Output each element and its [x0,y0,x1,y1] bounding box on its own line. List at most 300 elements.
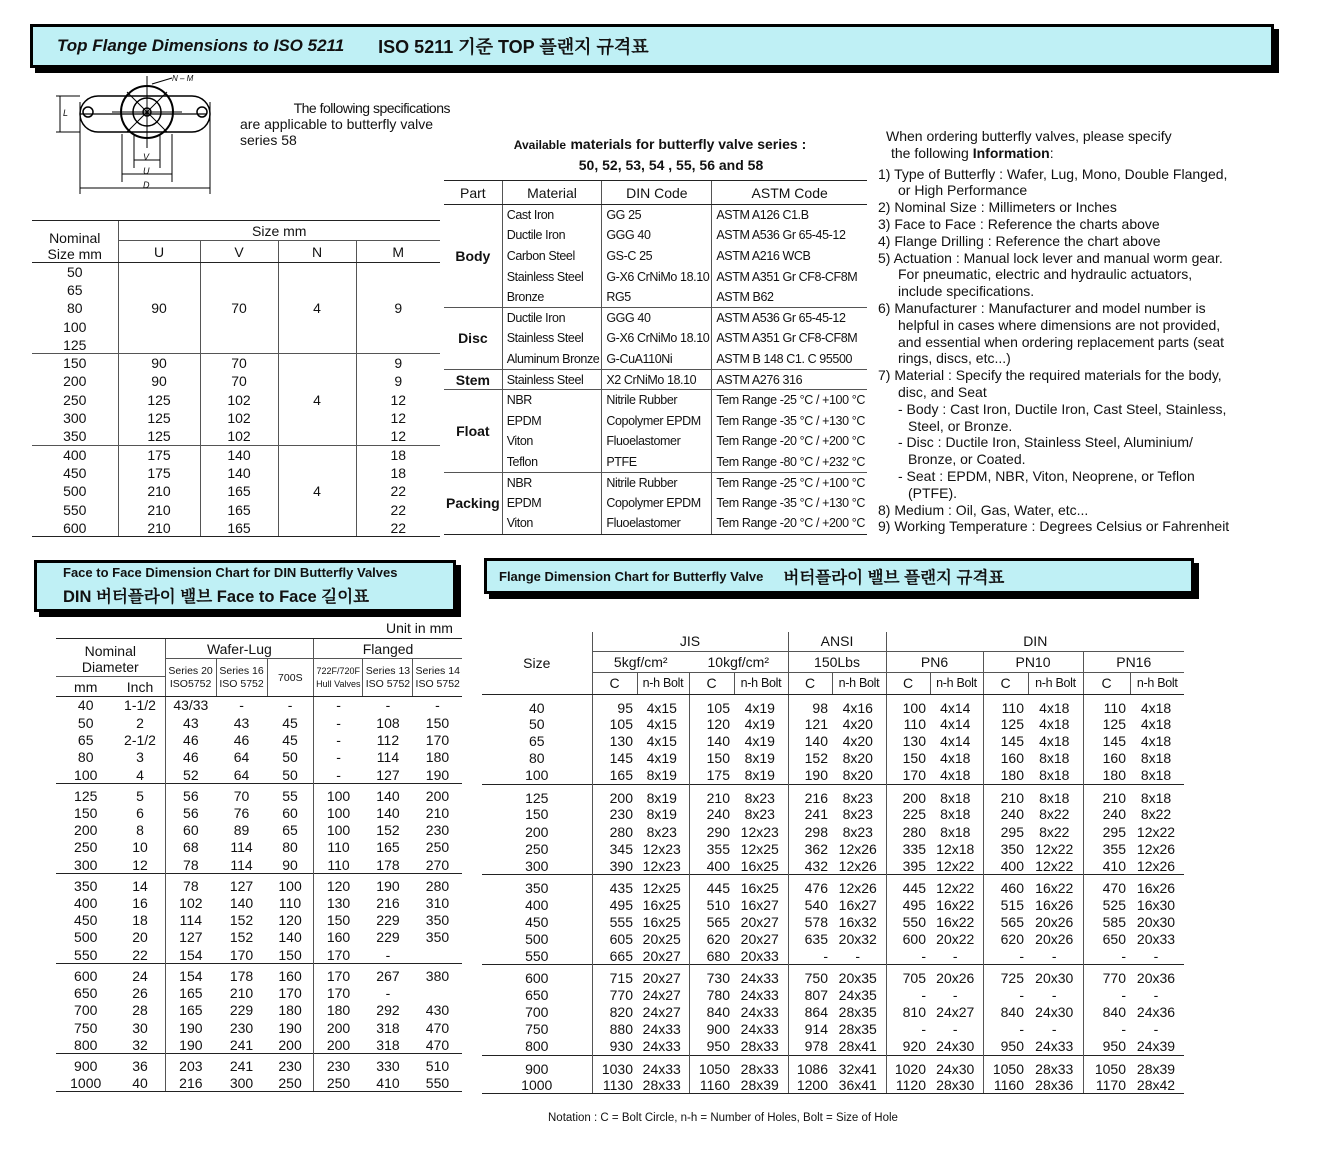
flange-cell: 20x25 [642,930,681,947]
material-name: Stainless Steel [502,328,602,349]
iso-m: 12 [356,427,440,445]
flange-cell: 125 [983,716,1028,733]
flange-cell: 1030 [592,1055,637,1077]
f2f-cell: 64 [233,749,250,766]
flange-cell: 450 [525,913,549,930]
flange-row [482,733,1184,750]
flange-cell: 12x23 [642,857,681,874]
iso-v: 165 [200,500,278,518]
flange-cell: 12x23 [642,840,681,857]
material-row [444,225,867,246]
material-astm: ASTM A276 316 [712,369,867,390]
flange-cell: 12x22 [1035,840,1074,857]
flange-cell: 355 [689,840,734,857]
iso-size: 400 [32,445,118,463]
f2f-sub-0b: ISO5752 [169,677,212,690]
f2f-cell: 170 [314,946,363,963]
f2f-cell: 4 [136,766,144,783]
material-row [444,307,867,328]
f2f-row [56,929,462,946]
f2f-sub-3a: 722F/720F [316,665,361,676]
iso-size: 150 [32,354,118,372]
flange-row [482,930,1184,947]
f2f-cell: 43/33 [165,697,216,714]
flange-cell: 4x16 [842,699,873,716]
material-din: Copolymer EPDM [602,493,712,514]
f2f-sub-0a: Series 20 [168,664,213,677]
iso-u: 125 [118,409,200,427]
f2f-cell: 180 [278,1002,302,1019]
f2f-cell: 1-1/2 [124,697,156,714]
flange-cell: 460 [983,875,1028,897]
flange-row [482,986,1184,1003]
flange-cell: 600 [886,930,930,947]
f2f-sub-1a: Series 16 [219,664,264,677]
flange-cell: 8x23 [734,784,788,806]
f2f-cell: 300 [74,856,98,873]
material-astm: ASTM A351 Gr CF8-CF8M [712,328,867,349]
materials-heading-main: materials for butterfly valve series : [570,136,807,152]
flange-cell: 8x18 [1130,784,1184,806]
material-din: GG 25 [602,205,712,226]
flange-cell: 750 [788,965,832,987]
order-line: Bronze, or Coated. [908,451,1026,468]
material-name: EPDM [502,493,602,514]
material-astm: ASTM A536 Gr 65-45-12 [712,307,867,328]
f2f-cell: 90 [282,856,298,873]
f2f-cell: 250 [425,839,450,856]
flange-cell: 355 [1083,840,1130,857]
material-name: Ductile Iron [502,307,602,328]
material-row [444,246,867,267]
fl-h-nh: n-h Bolt [832,672,886,694]
f2f-cell: 900 [56,1054,115,1075]
flange-cell: 295 [1083,823,1130,840]
flange-cell: 98 [788,694,832,716]
flange-cell: 730 [689,965,734,987]
f2f-cell: 50 [282,749,298,766]
f2f-cell: 100 [314,783,363,804]
flange-cell: 16x25 [734,875,788,897]
flange-cell: 335 [886,840,930,857]
flange-cell: 12x22 [930,875,983,897]
fl-h-c: C [689,672,734,694]
f2f-cell: 36 [115,1054,165,1075]
f2f-cell: 190 [278,1019,302,1036]
f2f-row [56,894,462,911]
flange-cell: - [1153,1021,1159,1038]
flange-cell: 20x36 [1130,965,1184,987]
flange-cell: 16x27 [838,896,877,913]
f2f-cell: 152 [376,822,400,839]
flange-row [482,875,1184,897]
f2f-cell: 650 [74,984,98,1001]
f2f-sub-4a: Series 13 [365,664,411,677]
flange-cell: 605 [592,930,637,947]
iso-col-u: U [118,241,200,263]
flange-cell: - [983,1021,1028,1038]
iso-u: 210 [118,519,200,537]
f2f-cell: 32 [132,1036,148,1053]
flange-row [482,1021,1184,1038]
flange-cell: 20x33 [1136,930,1176,947]
flange-cell: 24x33 [740,1021,779,1038]
f2f-sub-2: 700S [267,659,314,697]
flange-cell: 165 [592,767,637,784]
flange-cell: 240 [689,806,734,823]
f2f-cell: 165 [165,1001,216,1018]
flange-cell: 500 [525,930,549,947]
flange-cell: 16x25 [642,896,681,913]
iso-row [32,372,440,390]
f2f-cell: 229 [229,1002,254,1019]
flange-cell: 470 [1083,875,1130,897]
f2f-cell: 6 [136,804,144,821]
material-astm: Tem Range -80 °C / +232 °C [712,452,867,473]
materials-heading-series: 50, 52, 53, 54 , 55, 56 and 58 [578,157,764,173]
flange-table [482,632,1184,1094]
order-line: 3) Face to Face : Reference the charts above [878,215,1160,232]
iso-m: 12 [356,391,440,409]
f2f-cell: 280 [413,874,462,895]
flange-cell: 620 [689,930,734,947]
iso-size: 65 [66,281,83,298]
flange-cell: 12x22 [1035,857,1074,874]
f2f-cell: 500 [74,929,98,946]
fl-h-pn16: PN16 [1083,651,1184,672]
flange-cell: 28x33 [734,1055,788,1077]
f2f-cell: 150 [425,714,450,731]
f2f-row [56,911,462,928]
f2f-cell: 30 [132,1019,148,1036]
f2f-cell: 80 [77,749,94,766]
material-row [444,349,867,370]
flange-cell: - [886,1021,930,1038]
material-name: Stainless Steel [502,369,602,390]
f2f-cell: 46 [165,731,216,748]
flange-cell: 780 [689,986,734,1003]
flange-cell: 280 [886,823,930,840]
flange-cell: 20x30 [1136,913,1176,930]
f2f-cell: 200 [314,1019,363,1036]
fl-h-pn10: PN10 [983,651,1083,672]
f2f-cell: 267 [363,964,413,985]
fl-h-nh: n-h Bolt [637,672,689,694]
f2f-banner [34,560,456,612]
f2f-cell: 270 [425,856,450,873]
f2f-cell: 120 [314,874,363,895]
f2f-cell: 80 [282,839,298,856]
flange-cell: 8x23 [842,806,873,823]
flange-cell: 4x18 [1140,716,1172,733]
flange-cell: 200 [886,784,930,806]
flange-cell: 565 [983,913,1028,930]
material-astm: Tem Range -20 °C / +200 °C [712,513,867,534]
flange-row [482,896,1184,913]
flange-cell: - [1051,947,1057,964]
flange-cell: 28x33 [637,1077,689,1094]
f2f-cell: 46 [165,749,216,766]
iso-m: 9 [356,372,440,390]
f2f-banner-title-en: Face to Face Dimension Chart for DIN Butterfly Valves [63,565,398,580]
material-row [444,287,867,308]
f2f-cell: 150 [314,911,363,928]
fl-h-size: Size [482,632,592,694]
material-part: Disc [444,307,502,369]
flange-cell: 620 [983,930,1028,947]
iso-row [32,391,440,409]
flange-cell: 8x19 [646,806,677,823]
iso-u: 210 [118,500,200,518]
mat-col-part: Part [444,181,502,205]
f2f-cell: 178 [216,964,267,985]
iso-v: 102 [200,409,278,427]
flange-cell: 240 [1083,806,1130,823]
f2f-cell: 56 [165,783,216,804]
f2f-cell: 114 [376,749,400,766]
material-part: Stem [444,369,502,390]
material-astm: Tem Range -25 °C / +100 °C [712,390,867,411]
flange-cell: 4x15 [646,733,677,750]
material-din: G-X6 CrNiMo 18.10 [602,266,712,287]
flange-cell: 20x27 [637,965,689,987]
order-line: 8) Medium : Oil, Gas, Water, etc... [878,501,1089,518]
material-din: X2 CrNiMo 18.10 [602,369,712,390]
fl-h-nh: n-h Bolt [734,672,788,694]
order-intro-2a: the following [891,144,969,161]
materials-table [444,180,867,535]
note-line-2: are applicable to butterfly valve [240,116,433,132]
flange-cell: 145 [592,750,637,767]
material-din: GGG 40 [602,307,712,328]
flange-cell: 1000 [482,1077,592,1094]
f2f-cell: 180 [425,749,450,766]
f2f-cell: 310 [425,894,450,911]
flange-cell: 8x19 [744,750,775,767]
order-line: include specifications. [898,283,1035,300]
iso-u: 90 [118,354,200,372]
flange-cell: 4x14 [940,716,971,733]
f2f-cell: 16 [132,894,148,911]
flange-cell: 16x25 [642,913,681,930]
flange-cell: 8x22 [1039,823,1070,840]
flange-cell: 4x19 [744,699,775,716]
flange-cell: 4x18 [1140,699,1172,716]
f2f-cell: 292 [376,1002,400,1019]
f2f-row [56,749,462,766]
f2f-cell: 2-1/2 [124,731,156,748]
flange-cell: 800 [525,1038,549,1055]
flange-cell: 920 [886,1038,930,1055]
f2f-sub-4b: ISO 5752 [365,677,411,690]
flange-cell: 230 [592,806,637,823]
fl-h-nh: n-h Bolt [1028,672,1083,694]
f2f-cell: - [314,766,363,783]
iso-size: 250 [63,391,87,408]
f2f-cell: 127 [376,766,400,783]
order-line: 9) Working Temperature : Degrees Celsius or Fahrenheit [878,518,1230,535]
fl-h-c: C [1083,672,1130,694]
iso-v: 102 [200,427,278,445]
iso-v: 165 [200,519,278,537]
flange-cell: 8x19 [646,767,677,784]
order-line: Steel, or Bronze. [908,417,1013,434]
flange-cell: 476 [788,875,832,897]
f2f-row [56,783,462,804]
label-n-m: N – M [172,74,194,83]
iso-m: 12 [356,409,440,427]
iso-v: 70 [200,372,278,390]
flange-cell: - [1083,986,1130,1003]
flange-cell: 435 [592,875,637,897]
flange-cell: 170 [886,767,930,784]
flange-cell: 495 [592,896,637,913]
f2f-cell: 125 [56,783,115,804]
flange-cell: 24x27 [936,1004,975,1021]
flange-cell: 20x27 [642,947,681,964]
f2f-cell: 160 [314,929,363,946]
flange-cell: 16x22 [1028,875,1083,897]
flange-cell: 28x36 [1028,1077,1083,1094]
note-line-1: The following specifications [293,100,450,116]
label-l: L [63,108,69,118]
f2f-row [56,1054,462,1075]
flange-cell: 8x23 [646,823,677,840]
fl-h-ansi: ANSI [788,632,886,651]
f2f-cell: - [385,946,391,963]
flange-cell: 4x14 [940,699,971,716]
ordering-info [878,128,1278,535]
iso-size: 80 [66,300,83,317]
f2f-h-flanged: Flanged [314,639,462,659]
flange-cell: 4x18 [1039,716,1070,733]
iso-size: 500 [63,483,87,500]
fl-h-c: C [886,672,930,694]
mat-col-din: DIN Code [602,181,712,205]
flange-cell: 8x18 [930,784,983,806]
iso-size: 600 [32,519,118,537]
f2f-cell: 22 [132,946,148,963]
f2f-cell: 170 [229,946,254,963]
f2f-cell: 230 [267,1054,314,1075]
f2f-cell: 8 [136,822,144,839]
material-row [444,493,867,514]
flange-cell: 160 [983,750,1028,767]
f2f-cell: - [385,697,391,714]
f2f-cell: 170 [314,984,363,1001]
material-part: Body [455,247,491,264]
f2f-cell: 100 [314,804,363,821]
fl-h-c: C [983,672,1028,694]
flange-row [482,750,1184,767]
f2f-cell: 45 [282,731,298,748]
flange-cell: 225 [886,806,930,823]
material-name: Bronze [502,287,602,308]
flange-cell: 180 [1083,767,1130,784]
iso-row [32,354,440,372]
f2f-table [56,638,462,1092]
flange-cell: 770 [1083,965,1130,987]
flange-cell: 1086 [788,1055,832,1077]
flange-cell: 525 [1083,896,1130,913]
flange-cell: 190 [788,767,832,784]
label-d: D [143,180,150,190]
f2f-cell: 170 [314,964,363,985]
material-name: NBR [502,390,602,411]
iso-header-size: Size mm [118,221,440,241]
flange-cell: 8x20 [842,750,873,767]
flange-cell: 914 [788,1021,832,1038]
flange-cell: 12x22 [1136,823,1176,840]
f2f-cell: 78 [165,874,216,895]
material-din: G-X6 CrNiMo 18.10 [602,328,712,349]
flange-cell: 1050 [983,1055,1028,1077]
flange-cell: 445 [689,875,734,897]
flange-cell: 950 [983,1038,1028,1055]
flange-cell: - [886,948,930,965]
flange-row [482,840,1184,857]
flange-cell: 175 [689,767,734,784]
f2f-cell: 3 [136,749,144,766]
f2f-row [56,1001,462,1018]
material-astm: ASTM A126 C1.B [712,205,867,226]
flange-cell: 8x18 [940,823,971,840]
iso-u: 175 [118,464,200,482]
f2f-row [56,964,462,985]
flange-cell: 80 [528,750,545,767]
f2f-cell [413,984,462,1001]
f2f-cell: 60 [165,821,216,838]
flange-cell: - [952,1021,958,1038]
flange-cell: - [1083,948,1130,965]
flange-cell: 145 [1083,733,1130,750]
flange-cell: 290 [689,823,734,840]
flange-cell: 820 [592,1003,637,1020]
flange-cell: 8x19 [744,767,775,784]
iso-n: 4 [278,263,356,354]
flange-cell: 95 [592,694,637,716]
f2f-cell: 12 [132,856,148,873]
material-row [444,266,867,287]
flange-cell: 680 [689,948,734,965]
f2f-unit: Unit in mm [386,620,453,636]
order-line: helpful in cases where dimensions are not provided, [898,316,1221,333]
f2f-sub-0 [165,659,216,697]
iso-m: 22 [356,500,440,518]
flange-cell: 864 [788,1003,832,1020]
order-intro-2 [891,145,1278,162]
materials-heading [480,134,840,175]
f2f-cell: 50 [77,714,94,731]
flange-cell: 578 [788,913,832,930]
flange-row [482,784,1184,806]
iso-u: 210 [118,482,200,500]
f2f-cell: 64 [233,766,250,783]
material-part: Float [444,390,502,472]
flange-cell: 4x19 [744,716,775,733]
f2f-cell: 241 [229,1036,254,1053]
f2f-cell: 250 [267,1074,314,1091]
f2f-cell: 89 [233,822,250,839]
f2f-cell: 229 [376,912,400,929]
flange-cell: 125 [1083,716,1130,733]
note-line-3: series 58 [240,132,297,148]
flange-cell: 24x30 [936,1038,975,1055]
iso-u: 125 [118,427,200,445]
material-part: Packing [444,472,502,534]
flange-cell: 1120 [886,1077,930,1094]
flange-cell: 400 [525,896,549,913]
